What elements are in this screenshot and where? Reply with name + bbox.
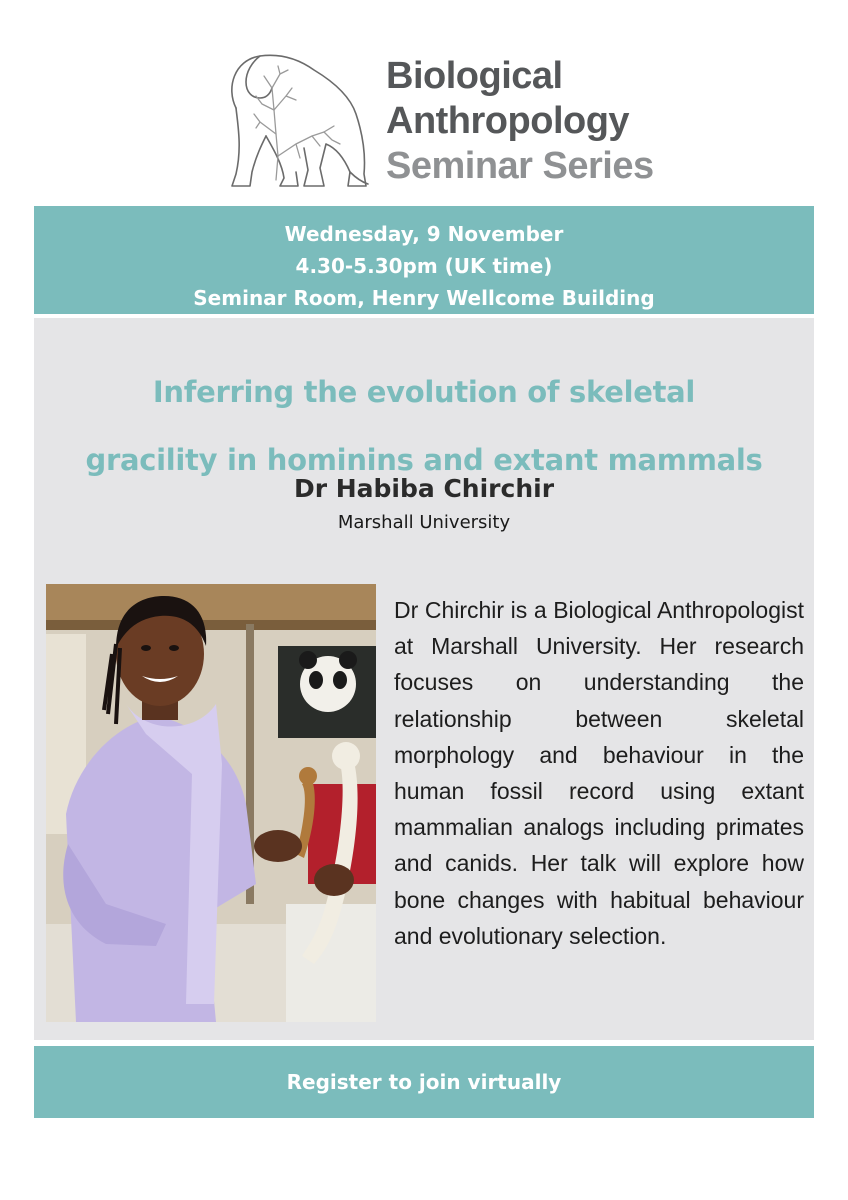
- speaker-name: Dr Habiba Chirchir: [293, 474, 555, 503]
- speaker-affiliation: Marshall University: [337, 512, 511, 533]
- logo-line-seminar-series: Seminar Series: [386, 145, 654, 187]
- talk-title-line-1: Inferring the evolution of skeletal: [152, 375, 696, 409]
- register-button[interactable]: Register to join virtually: [34, 1046, 814, 1118]
- header: [0, 0, 848, 205]
- talk-title-line-2: gracility in hominins and extant mammals: [85, 443, 763, 477]
- logo-wordmark: [386, 54, 654, 189]
- talk-panel: [34, 318, 814, 1040]
- speaker-photo: [46, 584, 376, 1022]
- gorilla-tree-icon: [216, 48, 378, 190]
- speaker-bio: Dr Chirchir is a Biological Anthropologist at Marshall University. Her research focuses on understanding the relationship between skeletal morphology and behaviour in the human fossil record using extant mammalian analogs including primates and canids. Her talk will explore how bone changes with habitual behaviour and evolutionary selection.: [394, 597, 804, 949]
- event-info-banner: [34, 206, 814, 314]
- logo-line-biological: Biological: [386, 55, 563, 97]
- event-date: Wednesday, 9 November: [284, 222, 564, 246]
- event-time: 4.30-5.30pm (UK time): [295, 254, 553, 278]
- logo-line-anthropology: Anthropology: [386, 100, 630, 142]
- event-location: Seminar Room, Henry Wellcome Building: [193, 286, 655, 310]
